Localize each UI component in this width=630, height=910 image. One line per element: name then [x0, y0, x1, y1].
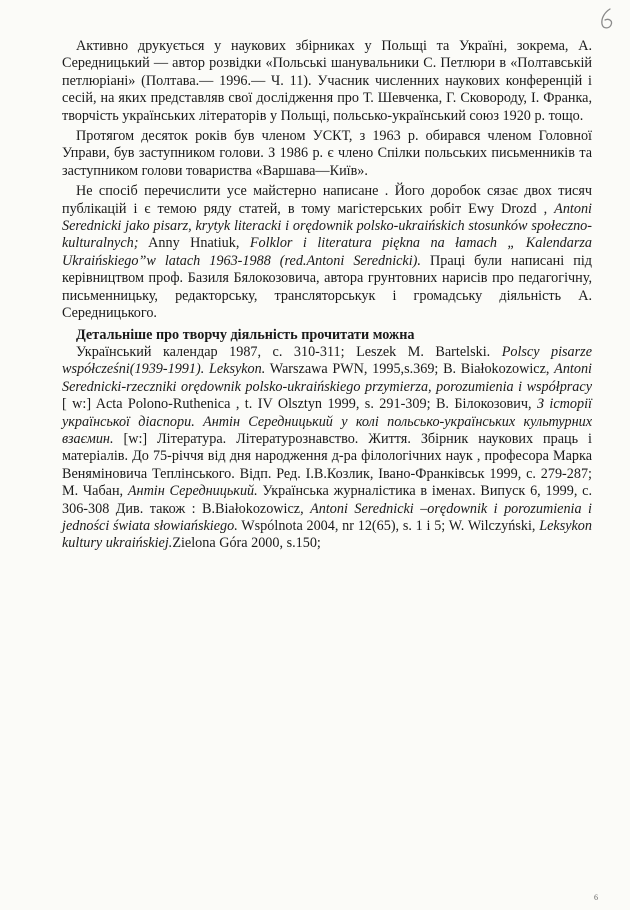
biblio-title-4: Антін Середницький. — [127, 483, 258, 500]
biblio-title-5: Antoni Serednicki –orędownik i porozumienia i jedności świata słowiańskiego. — [62, 500, 592, 534]
biblio-text-6: Wspólnota 2004, nr 12(65), s. 1 i 5; W. Wilczyński, — [237, 517, 540, 534]
legacy-text-3: Праці були написані під керівництвом проф. Базиля Бялокозовича, автора грунтовних нарисів про педагогічну, письменницьку, редакторську, трансляторськук і громадську діяльність А. Середницького. — [62, 252, 592, 322]
legacy-thesis-title-2: Folklor i literatura piękna na łamach „ Kalendarza Ukraińskiego”w latach 1963-1988 (red.Antoni Serednicki). — [62, 235, 592, 269]
bibliography-heading: Детальніше про творчу діяльність прочитати можна — [76, 326, 415, 343]
document-body — [62, 38, 592, 553]
biblio-text-1: Український календар 1987, с. 310-311; Leszek M. Bartelski. — [76, 343, 502, 360]
biblio-text-3: [ w:] Acta Polono-Ruthenica , t. IV Olsztyn 1999, s. 291-309; В. Білокозович, — [62, 396, 537, 413]
bibliography-list — [62, 344, 592, 553]
handwritten-page-number — [596, 6, 618, 32]
legacy-text-2: Anny Hnatiuk, — [138, 235, 250, 252]
biblio-title-6: Leksykon kultury ukraińskiej. — [62, 517, 592, 552]
paragraph-membership: Протягом десяток років був членом УСКТ, з 1963 р. обирався членом Головної Управи, був заступником голови. З 1986 р. є члено Спілки польських письменників та заступником голови товариства «Варшава—Київ». — [62, 128, 592, 179]
paragraph-publications: Активно друкується у наукових збірниках у Польщі та Україні, зокрема, А. Середницький — автор розвідки «Польські шанувальники С. Петлюри в «Полтавській петлюріані» (Полтава.— 1996.— Ч. 11). Учасник численних наукових конференцій і сесій, на яких представляв свої дослідження про Т. Шевченка, Г. Сковороду, І. Франка, творчість українських літераторів у Польщі, польсько-український союз 1920 р. тощо. — [62, 38, 592, 124]
biblio-title-3: З історії української діаспори. Антін Середницький у колі польсько-українських культурних взаємин. — [62, 396, 592, 447]
biblio-title-2: Antoni Serednicki-rzeczniki orędownik polsko-ukraińskiego przymierza, porozumienia i współpracy — [62, 361, 592, 395]
printed-page-number: 6 — [594, 893, 598, 902]
biblio-title-1: Polscy pisarze współcześni(1939-1991). Leksykon. — [62, 343, 592, 378]
legacy-text-1: Не спосіб перечислити усе майстерно написане . Його доробок сязає двох тисяч публікацій і є темою ряду статей, в тому магістерських робіт Ewy Drozd , — [62, 183, 592, 217]
biblio-text-5: Українська журналістика в іменах. Випуск 6, 1999, с. 306-308 Див. також : B.Białokozowicz, — [62, 483, 592, 517]
biblio-text-4: [w:] Література. Літературознавство. Життя. Збірник наукових праць і матеріалів. До 75-річчя від дня народження д-ра філологічних наук , професора Марка Веняміновича Теплінського. Відп. Ред. І.В.Козлик, Івано-Франківськ 1999, с. 279-287; М. Чабан, — [62, 430, 592, 500]
biblio-text-7: Zielona Góra 2000, s.150; — [172, 535, 321, 552]
biblio-text-2: Warszawa PWN, 1995,s.369; B. Białokozowicz, — [265, 361, 555, 378]
legacy-thesis-title-1: Antoni Serednicki jako pisarz, krytyk literacki i orędownik polsko-ukraińskich stosunków społeczno-kulturalnych; — [62, 200, 592, 252]
paragraph-legacy — [62, 183, 592, 322]
